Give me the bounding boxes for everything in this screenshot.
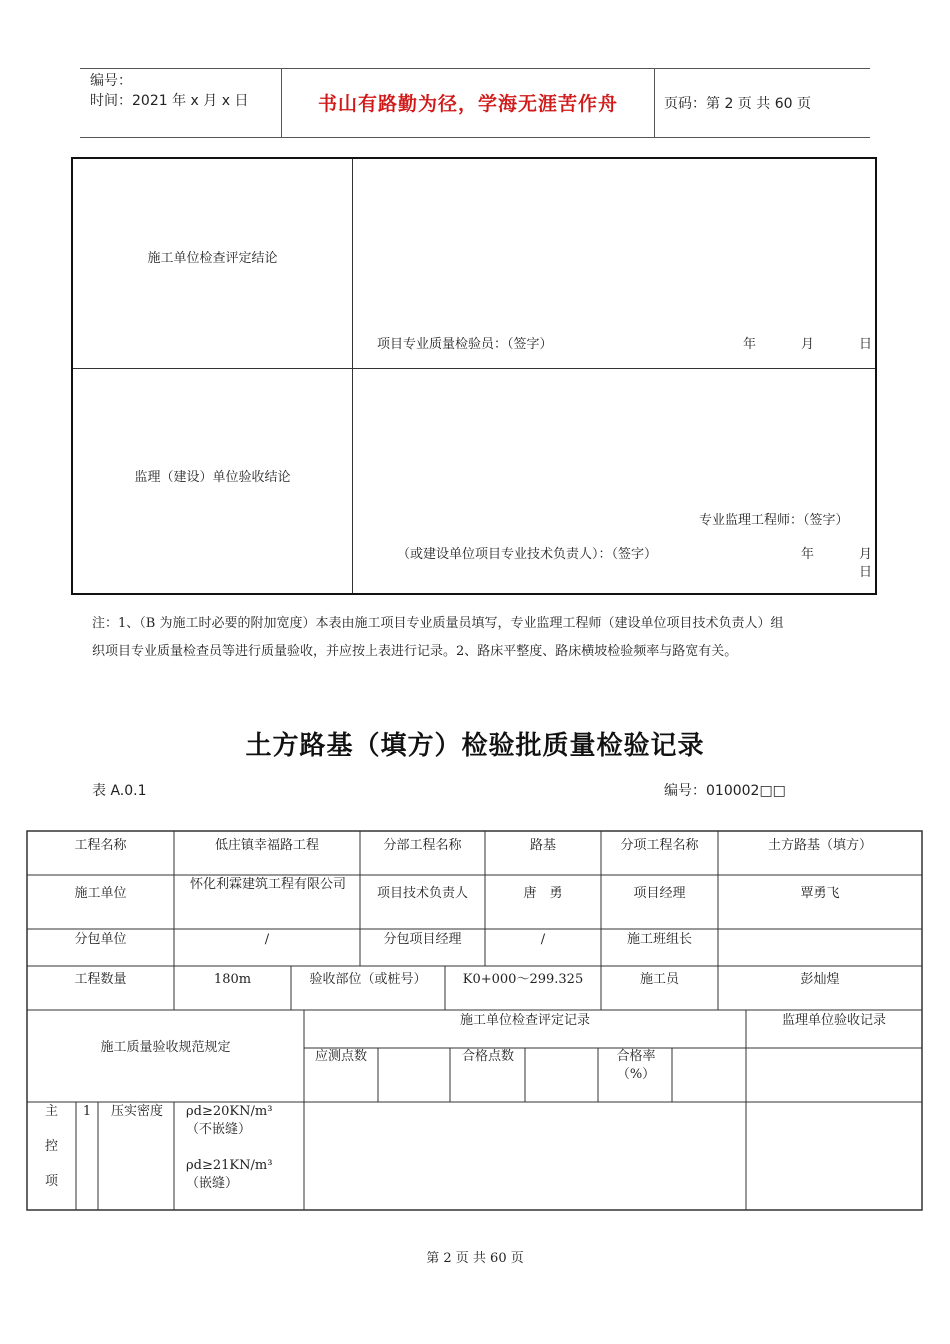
subcontractor-label: 分包单位 [74, 932, 127, 947]
main-item-label: 主 [44, 1104, 58, 1119]
owner-sign-label: （或建设单位项目专业技术负责人）：（签字） [397, 547, 658, 562]
tech-lead-label: 项目技术负责人 [376, 886, 468, 901]
location-value: K0+000～299.325 [462, 972, 584, 987]
constructor-value: 彭灿煌 [800, 972, 840, 987]
location-label: 验收部位（或桩号） [309, 972, 427, 987]
supervision-record-label: 监理单位验收记录 [781, 1013, 886, 1028]
month-label: 月 [859, 547, 873, 562]
sub-pm-label: 分包项目经理 [383, 932, 462, 947]
header-page-info: 页码：第 2 页 共 60 页 [664, 96, 811, 112]
points-to-test-label: 应测点数 [314, 1049, 367, 1064]
crew-lead-label: 施工班组长 [626, 932, 692, 947]
spec-label: 施工质量验收规范规定 [100, 1040, 231, 1055]
tech-lead-value: 唐 勇 [523, 886, 563, 901]
subcontractor-value: / [264, 932, 270, 947]
year-label: 年 [743, 337, 757, 352]
time-label: 时间：2021 年 x 月 x 日 [90, 93, 249, 109]
month-label: 月 [801, 337, 815, 352]
construction-sign-label: 项目专业质量检验员：（签字） [377, 337, 553, 352]
table-number: 表 A.0.1 [92, 783, 147, 799]
note-line: 织项目专业质量检查员等进行质量验收，并应按上表进行记录。2、路床平整度、路床横坡检验频率与路宽有关。 [92, 644, 738, 659]
subitem-value: 土方路基（填方） [767, 838, 872, 853]
day-label: 日 [859, 337, 873, 352]
spec-requirement: ρd≥20KN/m³（不嵌缝） [186, 1104, 273, 1137]
row-number: 1 [82, 1104, 92, 1119]
spec-requirement: ρd≥21KN/m³（嵌缝） [186, 1158, 273, 1191]
day-label: 日 [859, 565, 873, 580]
quantity-label: 工程数量 [74, 972, 127, 987]
subitem-label: 分项工程名称 [620, 838, 699, 853]
pm-value: 覃勇飞 [800, 886, 840, 901]
sub-pm-value: / [540, 932, 546, 947]
construction-conclusion-label: 施工单位检查评定结论 [147, 251, 278, 266]
contractor-label: 施工单位 [74, 886, 127, 901]
supervisor-sign-label: 专业监理工程师：（签字） [699, 513, 849, 528]
form-title: 土方路基（填方）检验批质量检验记录 [245, 731, 705, 761]
header-motto: 书山有路勤为径，学海无涯苦作舟 [317, 93, 618, 115]
project-name-value: 低庄镇幸福路工程 [214, 838, 319, 853]
pm-label: 项目经理 [633, 886, 686, 901]
item-name: 压实密度 [110, 1104, 163, 1119]
project-name-label: 工程名称 [74, 838, 127, 853]
main-item-label: 项 [44, 1174, 58, 1189]
check-record-label: 施工单位检查评定记录 [459, 1013, 590, 1028]
page-footer: 第 2 页 共 60 页 [426, 1251, 524, 1266]
division-value: 路基 [529, 838, 556, 853]
main-item-label: 控 [44, 1139, 58, 1154]
constructor-label: 施工员 [639, 972, 679, 987]
number-label: 编号： [90, 73, 132, 89]
quantity-value: 180m [213, 972, 252, 987]
contractor-value: 怀化利霖建筑工程有限公司 [189, 877, 346, 892]
division-label: 分部工程名称 [383, 838, 462, 853]
note-line: 注：1、（B 为施工时必要的附加宽度）本表由施工项目专业质量员填写，专业监理工程师（建设单位项目技术负责人）组 [92, 616, 784, 631]
qualified-points-label: 合格点数 [461, 1049, 514, 1064]
year-label: 年 [801, 547, 815, 562]
record-number: 编号：010002□□ [664, 783, 786, 799]
pass-rate-label: 合格率（%） [616, 1049, 656, 1082]
supervision-conclusion-label: 监理（建设）单位验收结论 [134, 470, 291, 485]
